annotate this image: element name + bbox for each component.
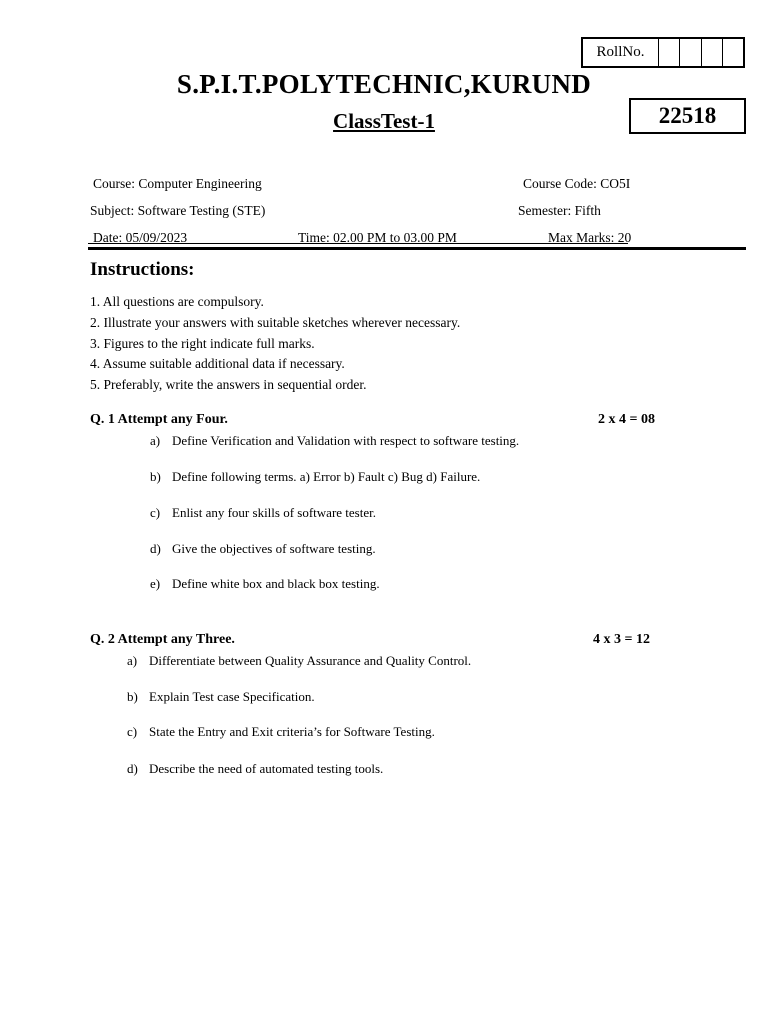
roll-number-box <box>581 37 745 68</box>
question-1-title: Q. 1 Attempt any Four. <box>90 412 228 427</box>
item-letter: e) <box>150 576 161 591</box>
course-code: Course Code: CO5I <box>523 176 631 191</box>
item-letter: c) <box>127 724 138 739</box>
subject-code-box: 22518 <box>629 98 746 134</box>
question-1-marks: 2 x 4 = 08 <box>598 412 655 427</box>
exam-date: Date: 05/09/2023 <box>93 230 188 245</box>
max-marks: Max Marks: 20 <box>548 230 632 245</box>
roll-number-cell <box>659 39 680 66</box>
item-text: Enlist any four skills of software tester. <box>172 505 376 520</box>
roll-number-cell <box>680 39 701 66</box>
item-letter: c) <box>150 505 161 520</box>
question-2-item-b <box>127 689 315 705</box>
item-text: Differentiate between Quality Assurance and Quality Control. <box>149 653 472 668</box>
instruction-item: 4. Assume suitable additional data if necessary. <box>90 356 345 372</box>
item-letter: a) <box>127 653 138 668</box>
question-2-title: Q. 2 Attempt any Three. <box>90 632 235 647</box>
item-text: Describe the need of automated testing tools. <box>149 761 384 776</box>
item-letter: b) <box>127 689 138 704</box>
test-title: ClassTest-1 <box>333 109 435 133</box>
instruction-item: 5. Preferably, write the answers in sequential order. <box>90 377 367 393</box>
question-1-item-d <box>150 541 376 557</box>
question-2-item-a <box>127 653 471 669</box>
question-1-item-b <box>150 469 480 485</box>
item-letter: d) <box>127 761 138 776</box>
item-letter: d) <box>150 541 161 556</box>
semester: Semester: Fifth <box>518 203 601 218</box>
item-text: Define Verification and Validation with respect to software testing. <box>172 433 520 448</box>
header-rule <box>88 247 746 250</box>
instructions-heading: Instructions: <box>90 259 195 280</box>
item-text: Explain Test case Specification. <box>149 689 315 704</box>
instruction-item: 1. All questions are compulsory. <box>90 294 264 309</box>
item-text: Define white box and black box testing. <box>172 576 380 591</box>
item-letter: b) <box>150 469 161 484</box>
question-2-item-d <box>127 761 383 777</box>
question-1-item-e <box>150 576 380 592</box>
divider-line <box>88 243 628 244</box>
instruction-item: 3. Figures to the right indicate full marks. <box>90 335 315 351</box>
question-1-item-c <box>150 505 376 521</box>
roll-number-cell <box>702 39 723 66</box>
item-letter: a) <box>150 433 161 448</box>
course-name: Course: Computer Engineering <box>93 176 262 191</box>
item-text: Give the objectives of software testing. <box>172 541 376 556</box>
instructions-list <box>90 292 460 396</box>
question-1-item-a <box>150 433 519 449</box>
question-2-item-c <box>127 724 435 740</box>
item-text: Define following terms. a) Error b) Fault c) Bug d) Failure. <box>172 469 481 484</box>
exam-time: Time: 02.00 PM to 03.00 PM <box>298 230 457 245</box>
roll-number-cell <box>723 39 743 66</box>
roll-number-label: RollNo. <box>583 39 659 66</box>
subject-name: Subject: Software Testing (STE) <box>90 203 266 218</box>
item-text: State the Entry and Exit criteria’s for Software Testing. <box>149 724 435 739</box>
college-name: S.P.I.T.POLYTECHNIC,KURUND <box>176 69 592 99</box>
instruction-item: 2. Illustrate your answers with suitable sketches wherever necessary. <box>90 314 461 330</box>
question-2-marks: 4 x 3 = 12 <box>593 632 650 647</box>
